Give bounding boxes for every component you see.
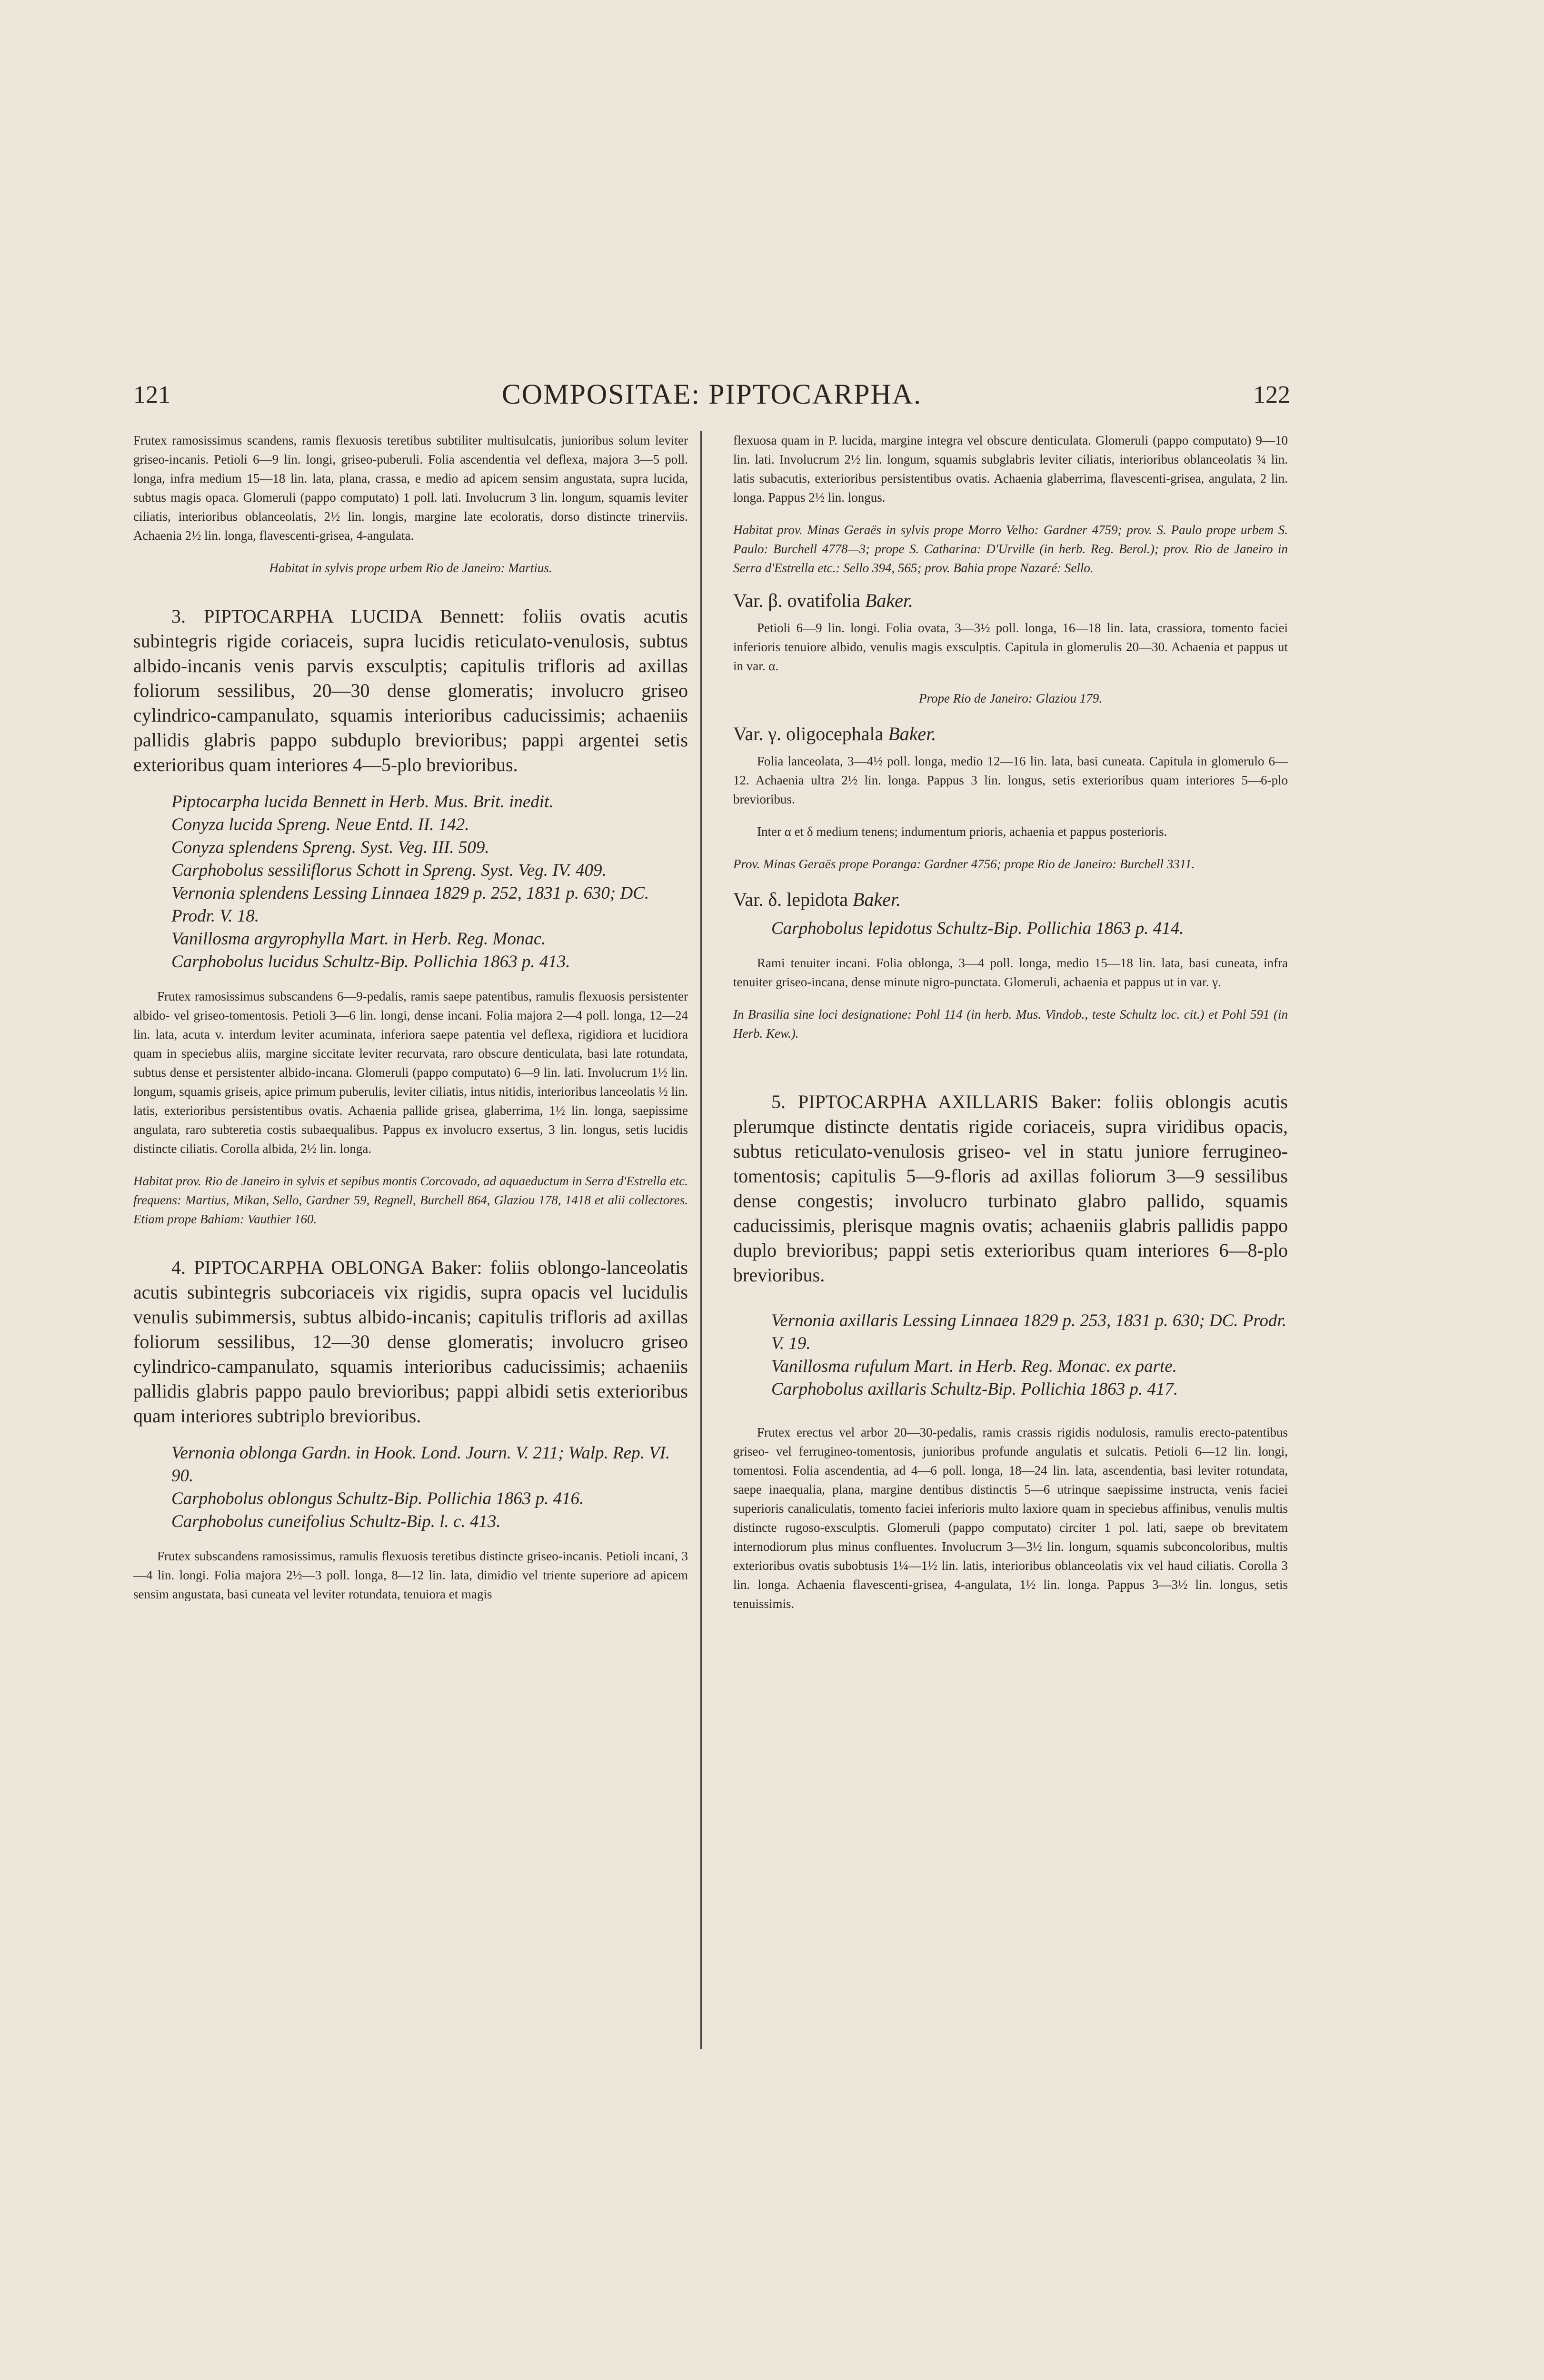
- right-column: [733, 431, 1288, 1613]
- left-column: [133, 431, 688, 1604]
- synonym: Vernonia axillaris Lessing Linnaea 1829 p. 253, 1831 p. 630; DC. Prodr. V. 19.: [771, 1311, 1286, 1353]
- variety-author: Baker.: [865, 590, 914, 611]
- variety-description: Folia lanceolata, 3—4½ poll. longa, medio 12—16 lin. lata, basi cuneata. Capitula in glomerulo 6—12. Achaenia ultra 2½ lin. longa. Pappus 3 lin. longus, setis exterioribus quam interiores 5—6-plo brevioribus.: [733, 754, 1288, 806]
- locality-note: Prope Rio de Janeiro: Glaziou 179.: [919, 691, 1102, 705]
- locality-note: Prov. Minas Geraës prope Poranga: Gardner 4756; prope Rio de Janeiro: Burchell 3311.: [733, 857, 1195, 871]
- right-page-number: 122: [1253, 381, 1290, 408]
- synonym: Conyza lucida Spreng. Neue Entd. II. 142.: [171, 815, 469, 834]
- variety-author: Baker.: [853, 889, 901, 910]
- variety-name: Var. β. ovatifolia: [733, 590, 860, 611]
- column-divider: [700, 431, 702, 2049]
- synonym: Piptocarpha lucida Bennett in Herb. Mus. Brit. inedit.: [171, 792, 554, 812]
- habitat-note: Habitat prov. Minas Geraës in sylvis prope Morro Velho: Gardner 4759; prov. S. Paulo prope urbem S. Paulo: Burchell 4778—3; prope S. Catharina: D'Urville (in herb. Reg. Berol.); prov. Rio de Janeiro in Serra d'Estrella etc.: Sello 394, 565; prov. Bahia prope Nazaré: Sello.: [733, 523, 1288, 575]
- species-description: Frutex ramosissimus subscandens 6—9-pedalis, ramis saepe patentibus, ramulis flexuosis persistenter albido- vel griseo-tomentosis. Petioli 3—6 lin. longi, dense incani. Folia majora 2—4 poll. longa, 12—24 lin. lata, acuta v. interdum leviter acuminata, inferiora saepe patentia vel deflexa, rigidiora et lucidiora quam in speciebus aliis, margine siccitate leviter recurvata, raro obscure denticulata, basi late rotundata, subtus dense et persistenter albido-incana. Glomeruli (pappo computato) 6—9 lin. lati. Involucrum 1½ lin. longum, squamis griseis, apice primum puberulis, leviter ciliatis, intus nitidis, interioribus lanceolatis ½ lin. latis, exterioribus persistentibus ovatis. Achaenia pallide grisea, glaberrima, 1½ lin. longa, saepissime angulata, raro subteretia costis subaequalibus. Pappus ex involucro exsertus, 3 lin. longus, setis lucidis distincte ciliatis. Corolla albida, 2½ lin. longa.: [133, 989, 688, 1156]
- species-description: Frutex subscandens ramosissimus, ramulis flexuosis teretibus distincte griseo-incanis. Petioli incani, 3—4 lin. longi. Folia majora 2½—3 poll. longa, 8—12 lin. lata, dimidio vel triente superiore ad apicem sensim angustata, basi cuneata vel leviter rotundata, tenuiora et magis: [133, 1549, 688, 1601]
- running-title: COMPOSITAE: PIPTOCARPHA.: [501, 378, 922, 410]
- synonym-list: [133, 1442, 688, 1533]
- synonym: Carphobolus lepidotus Schultz-Bip. Pollichia 1863 p. 414.: [771, 919, 1184, 938]
- species-description: Frutex erectus vel arbor 20—30-pedalis, ramis crassis rigidis nodulosis, ramulis erecto-patentibus griseo- vel ferrugineo-tomentosis, junioribus profunde angulatis et sulcatis. Petioli 6—12 lin. longi, tomentosi. Folia ascendentia, ad 4—6 poll. longa, 18—24 lin. lata, ascendentia, basi leviter rotundata, saepe inaequalia, plana, margine dentibus distinctis 5—6 utrinque saepissime instructa, venis faciei superioris canaliculatis, tomento faciei inferioris multo laxiore quam in speciebus affinibus, venulis multis distincte rugoso-exsculptis. Glomeruli (pappo computato) circiter 1 pol. lati, saepe ob brevitatem internodiorum plus minus confluentes. Involucrum 3—3½ lin. longum, squamis subconcoloribus, multis exterioribus ovatis subobtusis 1¼—1½ lin. latis, interioribus oblanceolatis vix vel haud ciliatis. Corolla 3 lin. longa. Achaenia flavescenti-grisea, 4-angulata, 1½ lin. longa. Pappus 3—3½ lin. longus, setis tenuissimis.: [733, 1425, 1288, 1611]
- variety-description: Petioli 6—9 lin. longi. Folia ovata, 3—3½ poll. longa, 16—18 lin. lata, crassiora, tomento faciei inferioris tenuiore albido, venulis magis exsculptis. Capitula in glomerulis 20—30. Achaenia et pappus ut in var. α.: [733, 621, 1288, 673]
- synonym-list: [733, 1309, 1288, 1401]
- variety-name: Var. γ. oligocephala: [733, 723, 884, 744]
- habitat-note: Habitat in sylvis prope urbem Rio de Janeiro: Martius.: [269, 561, 552, 575]
- variety-name: Var. δ. lepidota: [733, 889, 848, 910]
- variety-note: Inter α et δ medium tenens; indumentum prioris, achaenia et pappus posterioris.: [757, 824, 1167, 839]
- variety-heading: [733, 721, 1288, 747]
- locality-note: In Brasilia sine loci designatione: Pohl 114 (in herb. Mus. Vindob., teste Schultz loc. cit.) et Pohl 591 (in Herb. Kew.).: [733, 1007, 1288, 1041]
- synonym: Carphobolus axillaris Schultz-Bip. Pollichia 1863 p. 417.: [771, 1379, 1178, 1399]
- variety-heading: [733, 588, 1288, 614]
- synonym: Vernonia splendens Lessing Linnaea 1829 p. 252, 1831 p. 630; DC. Prodr. V. 18.: [171, 883, 649, 926]
- synonym: Carphobolus lucidus Schultz-Bip. Pollichia 1863 p. 413.: [171, 952, 570, 972]
- synonym: Conyza splendens Spreng. Syst. Veg. III. 509.: [171, 838, 489, 857]
- synonym: Vernonia oblonga Gardn. in Hook. Lond. Journ. V. 211; Walp. Rep. VI. 90.: [171, 1443, 670, 1486]
- synonym: Carphobolus sessiliflorus Schott in Spreng. Syst. Veg. IV. 409.: [171, 861, 607, 880]
- species-diagnosis: 4. PIPTOCARPHA OBLONGA Baker: foliis oblongo-lanceolatis acutis subintegris subcoriaceis vix rigidis, supra opacis vel lucidulis venulis subimmersis, subtus albido-incanis; capitulis trifloris ad axillas foliorum sessilibus, 12—30 dense glomeratis; involucro griseo cylindrico-campanulato, squamis interioribus caducissimis; achaeniis pallidis glabris pappo paulo brevioribus; pappi albidi setis exterioribus quam interiores subtriplo brevioribus.: [133, 1257, 688, 1427]
- habitat-note: Habitat prov. Rio de Janeiro in sylvis et sepibus montis Corcovado, ad aquaeductum in Serra d'Estrella etc. frequens: Martius, Mikan, Sello, Gardner 59, Regnell, Burchell 864, Glaziou 178, 1418 et alii collectores. Etiam prope Bahiam: Vauthier 160.: [133, 1174, 688, 1226]
- species-diagnosis: 3. PIPTOCARPHA LUCIDA Bennett: foliis ovatis acutis subintegris rigide coriaceis, supra lucidis reticulato-venulosis, subtus albido-incanis venis parvis exsculptis; capitulis trifloris ad axillas foliorum sessilibus, 20—30 dense glomeratis; involucro griseo cylindrico-campanulato, squamis interioribus caducissimis; achaeniis pallidis glabris pappo subduplo brevioribus; pappi argentei setis exterioribus quam interiores 4—5-plo brevioribus.: [133, 605, 688, 775]
- synonym-list: [133, 791, 688, 973]
- variety-heading: [733, 887, 1288, 912]
- synonym: Carphobolus oblongus Schultz-Bip. Pollichia 1863 p. 416.: [171, 1489, 584, 1508]
- synonym: Vanillosma argyrophylla Mart. in Herb. Reg. Monac.: [171, 929, 546, 949]
- species-diagnosis: 5. PIPTOCARPHA AXILLARIS Baker: foliis oblongis acutis plerumque distincte dentatis rigide coriaceis, supra viridibus opacis, subtus reticulato-venulosis griseo- vel in statu juniore ferrugineo-tomentosis; capitulis 5—9-floris ad axillas foliorum 3—9 sessilibus dense congestis; involucro turbinato glabro pallido, squamis caducissimis, plerisque magnis ovatis; achaeniis glabris pallidis pappo duplo brevioribus; pappi setis exterioribus quam interiores 6—8-plo brevioribus.: [733, 1091, 1288, 1286]
- synonym: Carphobolus cuneifolius Schultz-Bip. l. c. 413.: [171, 1512, 501, 1531]
- running-header: [133, 378, 1290, 414]
- species-description: Frutex ramosissimus scandens, ramis flexuosis teretibus subtiliter multisulcatis, junioribus solum leviter griseo-incanis. Petioli 6—9 lin. longi, griseo-puberuli. Folia ascendentia vel deflexa, majora 3—5 poll. longa, infra medium 15—18 lin. lata, plana, crassa, e medio ad apicem sensim angustata, supra lucida, subtus magis opaca. Glomeruli (pappo computato) 1 poll. lati. Involucrum 3 lin. longum, squamis leviter ciliatis, interioribus oblanceolatis, 2½ lin. longis, margine late ecoloratis, dorso distincte trinerviis. Achaenia 2½ lin. longa, flavescenti-grisea, 4-angulata.: [133, 433, 688, 543]
- species-description: flexuosa quam in P. lucida, margine integra vel obscure denticulata. Glomeruli (pappo computato) 9—10 lin. lati. Involucrum 2½ lin. longum, squamis subglabris leviter ciliatis, interioribus oblanceolatis ¾ lin. latis subacutis, exterioribus persistentibus ovatis. Achaenia glaberrima, flavescenti-grisea, angulata, 2 lin. longa. Pappus 2½ lin. longus.: [733, 433, 1288, 505]
- synonym: Vanillosma rufulum Mart. in Herb. Reg. Monac. ex parte.: [771, 1357, 1177, 1376]
- variety-description: Rami tenuiter incani. Folia oblonga, 3—4 poll. longa, medio 15—18 lin. lata, basi cuneata, infra tenuiter griseo-incana, dense minute nigro-punctata. Glomeruli, achaenia et pappus ut in var. γ.: [733, 956, 1288, 989]
- variety-author: Baker.: [888, 723, 936, 744]
- left-page-number: 121: [133, 381, 170, 408]
